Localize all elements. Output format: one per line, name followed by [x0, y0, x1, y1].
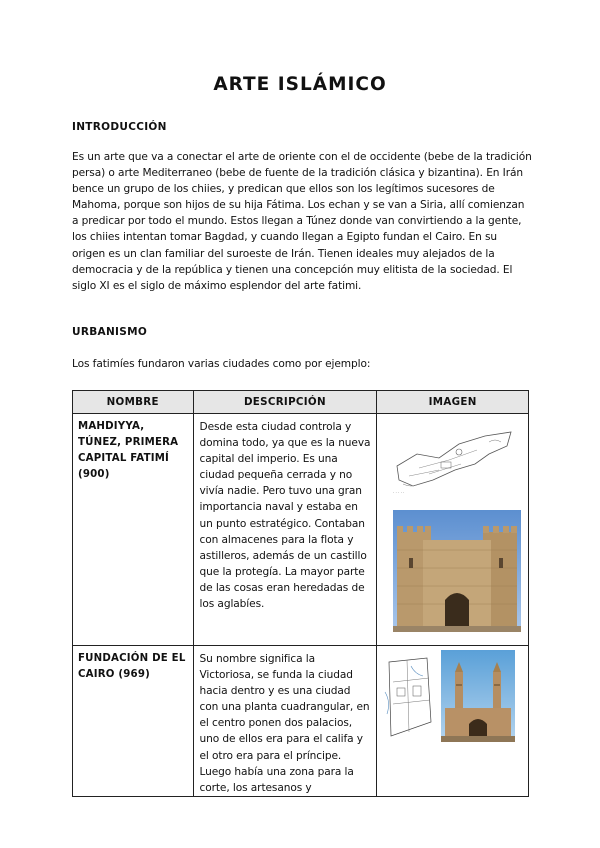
page-title: ARTE ISLÁMICO [213, 74, 387, 95]
row-images [377, 646, 529, 797]
header-nombre: NOMBRE [73, 391, 194, 414]
table-row [73, 414, 529, 646]
intro-heading: INTRODUCCIÓN [72, 121, 167, 133]
row-name: MAHDIYYA, TÚNEZ, PRIMERA CAPITAL FATIMÍ (900) [73, 414, 194, 646]
mahdiyya-plan-image [389, 424, 519, 496]
row-description: Su nombre significa la Victoriosa, se funda la ciudad hacia dentro y es una ciudad con una planta cuadrangular, en el centro ponen dos palacios, uno de ellos era para el califa y el otro era para el príncipe. Luego había una zona para la corte, los artesanos y [193, 646, 377, 797]
cairo-plan-image [381, 652, 437, 744]
cairo-gate-photo [441, 650, 515, 742]
table-row [73, 646, 529, 797]
header-imagen: IMAGEN [377, 391, 529, 414]
row-name: FUNDACIÓN DE EL CAIRO (969) [73, 646, 194, 797]
urbanismo-paragraph: Los fatimíes fundaron varias ciudades como por ejemplo: [72, 358, 371, 370]
cities-table [72, 390, 529, 797]
row-description: Desde esta ciudad controla y domina todo, ya que es la nueva capital del imperio. Es una ciudad pequeña cerrada y no vivía nadie. Pero tuvo una gran importancia naval y estaba en un punto estratégico. Contaban con almacenes para la flota y astilleros, además de un castillo que la protegía. La mayor parte de las cosas eran heredadas de los aglabíes. [193, 414, 377, 646]
row-images [377, 414, 529, 646]
urbanismo-heading: URBANISMO [72, 326, 148, 338]
intro-paragraph: Es un arte que va a conectar el arte de oriente con el de occidente (bebe de la tradición persa) o arte Mediterraneo (bebe de fuente de la tradición clásica y bizantina). En Irán bence un grupo de los chiies, y predican que ellos son los legítimos sucesores de Mahoma, porque son hijos de su hija Fátima. Los echan y se van a Siria, allí comienzan a predicar por todo el mundo. Estos llegan a Túnez donde van convirtiendo a la gente, los chiies intentan tomar Bagdad, y cuando llegan a Egipto fundan el Cairo. En su origen es un clan familiar del suroeste de Irán. Tienen ideales muy alejados de la democracia y de la república y tienen una concepción muy elitista de la sociedad. El siglo XI es el siglo de máximo esplendor del arte fatimi. [72, 151, 532, 292]
mahdiyya-castle-photo [393, 510, 521, 632]
svg-text:· · · · ·: · · · · · [393, 490, 405, 495]
header-descripcion: DESCRIPCIÓN [193, 391, 377, 414]
table-header-row [73, 391, 529, 414]
